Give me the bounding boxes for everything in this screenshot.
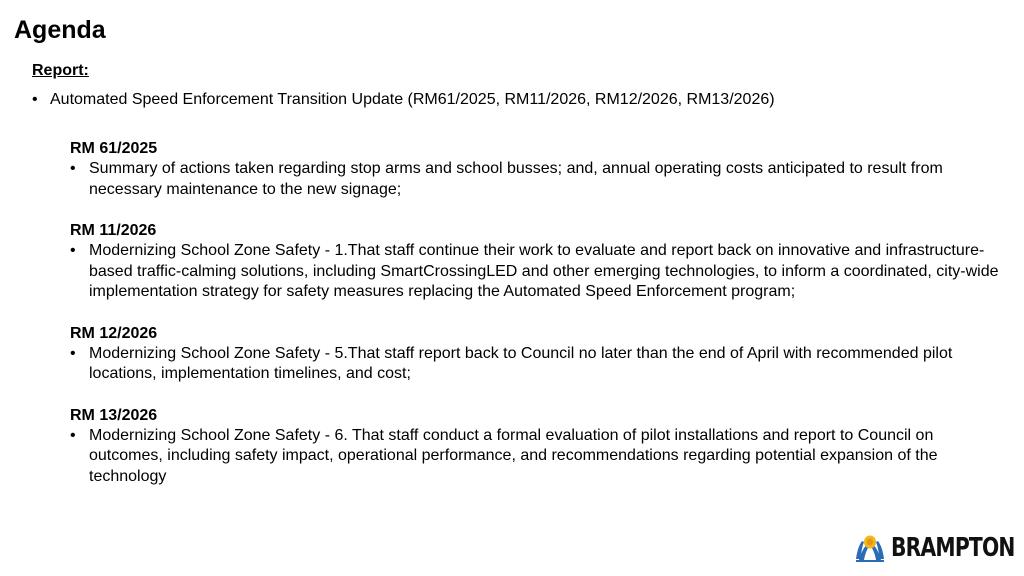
main-agenda-item [32, 90, 775, 110]
motion-text: Summary of actions taken regarding stop arms and school busses; and, annual operating costs anticipated to result from necessary maintenance to the new signage; [89, 160, 943, 198]
brampton-flower-icon [855, 533, 885, 563]
brampton-logo [855, 531, 1024, 565]
logo-wordmark: BRAMPTON [891, 533, 1015, 563]
bullet-icon: • [70, 160, 76, 177]
motion-list [70, 139, 1000, 508]
motion-item [70, 221, 1000, 303]
motion-item [70, 324, 1000, 385]
motion-heading: RM 61/2025 [70, 140, 158, 157]
motion-heading: RM 13/2026 [70, 406, 158, 424]
main-agenda-item-text: Automated Speed Enforcement Transition Update (RM61/2025, RM11/2026, RM12/2026, RM13/2026) [50, 91, 775, 108]
report-label: Report: [32, 62, 89, 79]
motion-bullet [70, 426, 1000, 488]
bullet-icon: • [32, 91, 38, 108]
motion-bullet [70, 344, 1000, 385]
motion-bullet [70, 159, 1000, 200]
page-title: Agenda [14, 16, 106, 44]
motion-text: Modernizing School Zone Safety - 5.That staff report back to Council no later than the end of April with recommended pilot locations, implementation timelines, and cost; [89, 344, 953, 382]
bullet-icon: • [70, 242, 76, 259]
motion-heading: RM 11/2026 [70, 222, 157, 239]
bullet-icon: • [70, 426, 76, 444]
motion-heading: RM 12/2026 [70, 324, 158, 342]
motion-item [70, 139, 1000, 200]
motion-bullet [70, 241, 1000, 303]
motion-item [70, 406, 1000, 488]
motion-text: Modernizing School Zone Safety - 1.That staff continue their work to evaluate and report back on innovative and infrastructure-based traffic-calming solutions, including SmartCrossingLED and other emerging technologies, to inform a coordinated, city-wide implementation strategy for safety measures replacing the Automated Speed Enforcement program; [89, 242, 999, 300]
motion-text: Modernizing School Zone Safety - 6. That staff conduct a formal evaluation of pilot installations and report to Council on outcomes, including safety impact, operational performance, and recommendations regarding potential expansion of the technology [89, 426, 938, 485]
bullet-icon: • [70, 344, 76, 362]
